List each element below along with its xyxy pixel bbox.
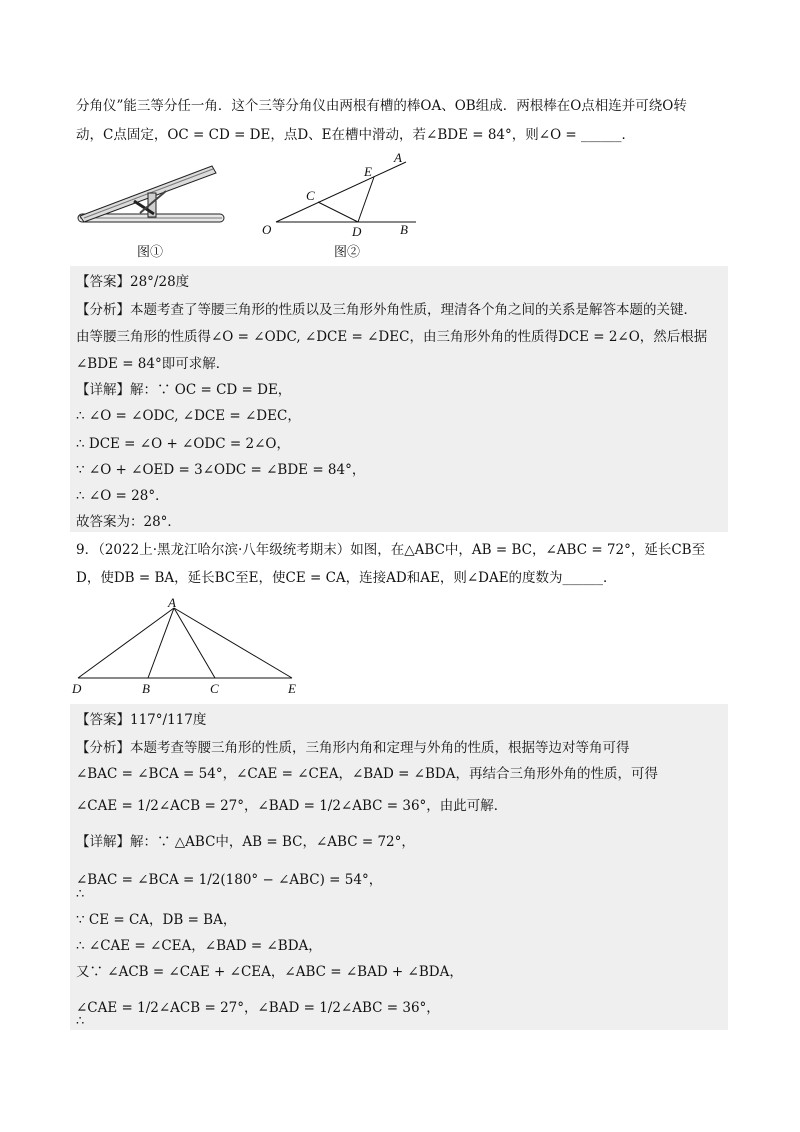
therefore-symbol-2: ∴ xyxy=(76,1014,85,1029)
answer9-detail3: ∵ CE = CA，DB = BA， xyxy=(76,912,237,928)
figure2-diagram xyxy=(256,150,426,242)
answer9-analysis2: ∠BAC = ∠BCA = 54°，∠CAE = ∠CEA，∠BAD = ∠BDA，再结合三角形外角的性质，可得 xyxy=(76,766,658,782)
answer9-analysis3: ∠CAE = 1/2∠ACB = 27°，∠BAD = 1/2∠ABC = 36°，由此可解． xyxy=(76,798,508,814)
p9-label-a: A xyxy=(168,595,176,610)
answer8-detail4: ∵ ∠O + ∠OED = 3∠ODC = ∠BDE = 84°， xyxy=(76,462,366,478)
figure1-instrument xyxy=(74,160,234,235)
fig2-label-o: O xyxy=(262,222,272,237)
answer9-detail6: ∠CAE = 1/2∠ACB = 27°，∠BAD = 1/2∠ABC = 36°， xyxy=(76,1000,440,1016)
answer8-detail2: ∴ ∠O = ∠ODC, ∠DCE = ∠DEC， xyxy=(76,408,301,424)
answer9-analysis1: 【分析】本题考查等腰三角形的性质，三角形内角和定理与外角的性质，根据等边对等角可得 xyxy=(76,740,630,756)
p9-label-b: B xyxy=(142,681,150,696)
problem8-line1: 分角仪”能三等分任一角．这个三等分角仪由两根有槽的棒OA、OB组成．两根棒在O点相连并可绕O转 xyxy=(76,98,687,114)
p9-label-e: E xyxy=(288,681,296,696)
problem9-line1: 9．（2022上·黑龙江哈尔滨·八年级统考期末）如图，在△ABC中，AB = BC，∠ABC = 72°，延长CB至 xyxy=(76,542,706,558)
answer8-answer: 【答案】28°/28度 xyxy=(76,274,190,290)
fig2-label-a: A xyxy=(394,150,402,165)
answer9-detail4: ∴ ∠CAE = ∠CEA，∠BAD = ∠BDA， xyxy=(76,938,322,954)
figure2-caption: 图② xyxy=(334,245,361,260)
answer8-analysis3: ∠BDE = 84°即可求解． xyxy=(76,356,230,372)
answer8-detail3: ∴ DCE = ∠O + ∠ODC = 2∠O， xyxy=(76,436,290,452)
answer9-detail1: 【详解】解：∵ △ABC中，AB = BC，∠ABC = 72°， xyxy=(76,834,415,850)
answer8-detail5: ∴ ∠O = 28°． xyxy=(76,488,169,504)
answer8-analysis2: 由等腰三角形的性质得∠O = ∠ODC, ∠DCE = ∠DEC，由三角形外角的性质得DCE = 2∠O，然后根据 xyxy=(76,329,708,345)
answer8-analysis1: 【分析】本题考查了等腰三角形的性质以及三角形外角性质，理清各个角之间的关系是解答本题的关键． xyxy=(76,302,697,318)
answer8-detail6: 故答案为：28°． xyxy=(76,514,181,530)
answer9-detail2: ∠BAC = ∠BCA = 1/2(180° − ∠ABC) = 54°， xyxy=(76,872,383,888)
fig2-label-e: E xyxy=(364,164,372,179)
figure1-caption: 图① xyxy=(137,245,164,260)
fig2-label-d: D xyxy=(352,224,362,239)
fig2-label-c: C xyxy=(306,188,315,203)
problem8-line2: 动，C点固定，OC = CD = DE，点D、E在槽中滑动，若∠BDE = 84°，则∠O = ______． xyxy=(76,127,636,143)
answer9-detail5: 又∵ ∠ACB = ∠CAE + ∠CEA，∠ABC = ∠BAD + ∠BDA， xyxy=(76,964,463,980)
fig2-label-b: B xyxy=(400,222,408,237)
p9-label-d: D xyxy=(72,681,82,696)
therefore-symbol-1: ∴ xyxy=(76,887,85,902)
problem9-figure xyxy=(70,594,310,698)
answer8-detail1: 【详解】解：∵ OC = CD = DE， xyxy=(76,382,292,398)
answer9-answer: 【答案】117°/117度 xyxy=(76,712,207,728)
problem9-line2: D，使DB = BA，延长BC至E，使CE = CA，连接AD和AE，则∠DAE的度数为______． xyxy=(76,570,617,586)
p9-label-c: C xyxy=(210,681,219,696)
